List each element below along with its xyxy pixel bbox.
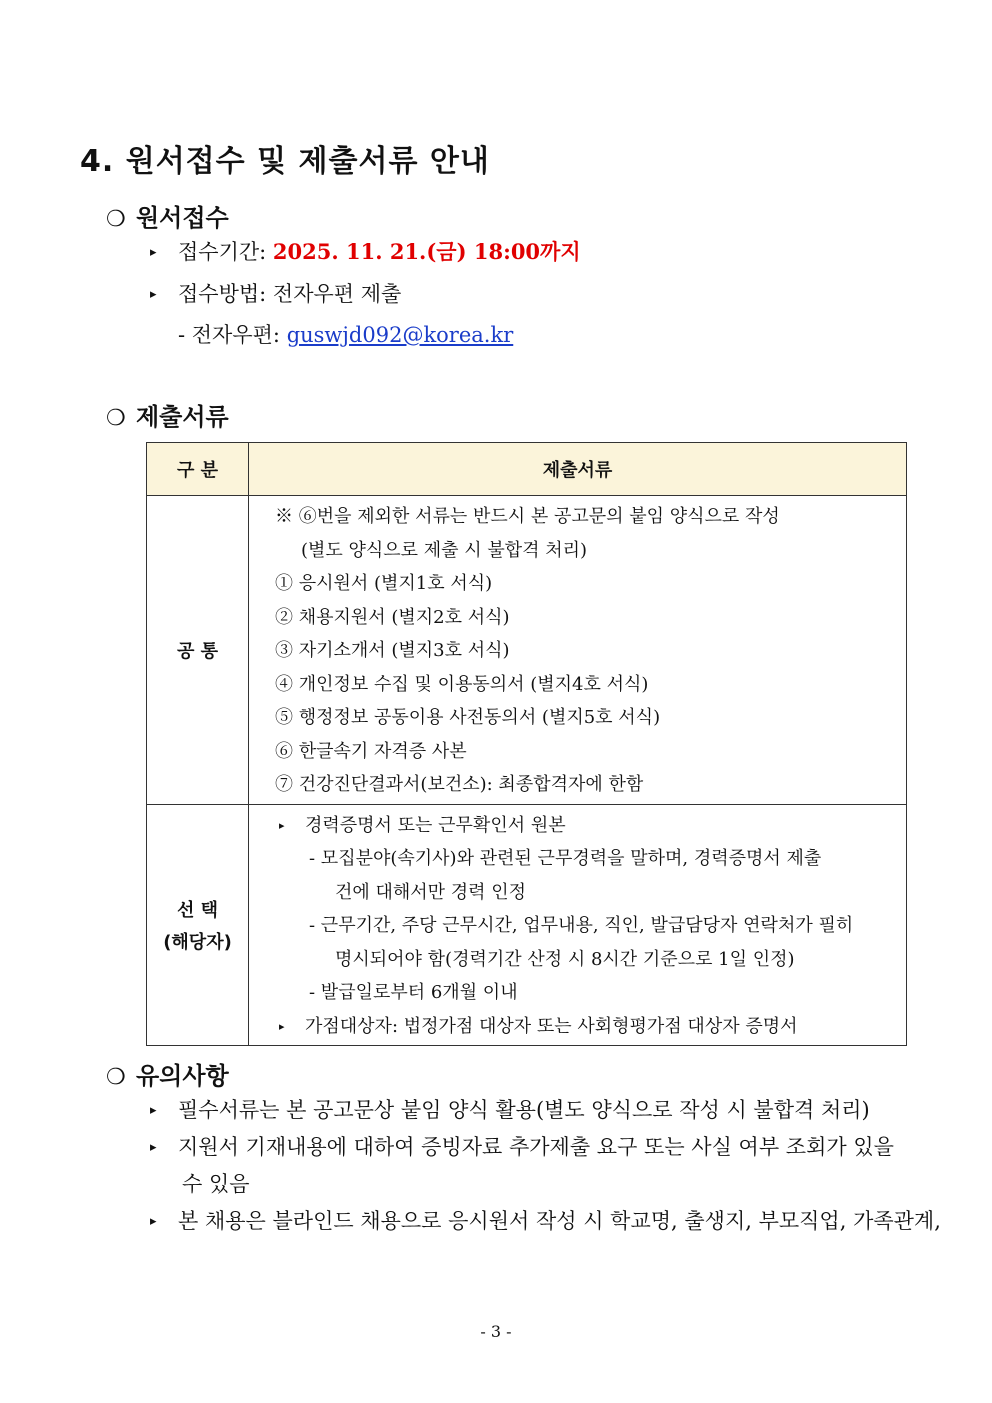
notes-item-2-cont: 수 있음 [182, 1172, 250, 1196]
optional-sub3: - 발급일로부터 6개월 이내 [309, 982, 518, 1003]
section-bullet-icon: ❍ [106, 207, 126, 232]
section-documents-title: 제출서류 [136, 403, 229, 431]
notes-item-2: ▸ 지원서 기재내용에 대하여 증빙자료 추가제출 요구 또는 사실 여부 조회가 있을 [150, 1135, 894, 1159]
list-item: ⑥ 한글속기 자격증 사본 [275, 740, 467, 762]
triangle-bullet-icon: ▸ [150, 287, 157, 302]
list-item: ④ 개인정보 수집 및 이용동의서 (별지4호 서식) [275, 673, 649, 695]
optional-label-line1: 선 택 [176, 899, 219, 921]
documents-table [146, 442, 907, 1046]
email-label: - 전자우편: [178, 323, 280, 347]
page-number: - 3 - [480, 1322, 512, 1341]
receipt-method [150, 278, 401, 308]
common-note-line2: (별도 양식으로 제출 시 불합격 처리) [301, 539, 588, 561]
triangle-bullet-icon: ▸ [150, 245, 157, 260]
header-documents: 제출서류 [249, 443, 907, 496]
list-item: ③ 자기소개서 (별지3호 서식) [275, 640, 510, 661]
optional-sub1-line1: - 모집분야(속기사)와 관련된 근무경력을 말하며, 경력증명서 제출 [309, 848, 822, 869]
header-category: 구 분 [147, 443, 249, 496]
section-bullet-icon: ❍ [106, 406, 126, 431]
triangle-bullet-icon: ▸ [279, 1019, 285, 1033]
optional-documents [249, 804, 907, 1046]
list-item: ⑤ 행정정보 공동이용 사전동의서 (별지5호 서식) [275, 707, 661, 728]
triangle-bullet-icon: ▸ [150, 1140, 157, 1155]
page-title: 4. 원서접수 및 제출서류 안내 [80, 144, 490, 179]
optional-label-line2: (해당자) [163, 931, 232, 953]
common-note-line1: ※ ⑥번을 제외한 서류는 반드시 본 공고문의 붙임 양식으로 작성 [275, 506, 780, 527]
section-receipt-heading [106, 198, 229, 233]
optional-label [147, 804, 249, 1046]
table-header-row [147, 443, 907, 496]
list-item: ② 채용지원서 (별지2호 서식) [275, 606, 510, 628]
triangle-bullet-icon: ▸ [150, 1214, 157, 1229]
triangle-bullet-icon: ▸ [279, 818, 285, 832]
triangle-bullet-icon: ▸ [150, 1103, 157, 1118]
common-documents [249, 496, 907, 805]
section-documents-heading [106, 397, 229, 432]
receipt-period [150, 236, 581, 266]
list-item: ⑦ 건강진단결과서(보건소): 최종합격자에 한함 [275, 774, 644, 795]
period-label: 접수기간: [178, 240, 267, 264]
method-value: 전자우편 제출 [272, 282, 402, 306]
period-value: 2025. 11. 21.(금) 18:00까지 [272, 239, 581, 264]
section-receipt-title: 원서접수 [136, 204, 229, 232]
optional-item-1: ▸ 경력증명서 또는 근무확인서 원본 [279, 809, 898, 843]
optional-sub2-line1: - 근무기간, 주당 근무시간, 업무내용, 직인, 발급담당자 연락처가 필히 [309, 915, 854, 936]
table-row-common [147, 496, 907, 805]
optional-sub2-line2: 명시되어야 함(경력기간 산정 시 8시간 기준으로 1일 인정) [335, 948, 795, 970]
optional-sub1-line2: 건에 대해서만 경력 인정 [335, 881, 527, 903]
email-link[interactable]: guswjd092@korea.kr [286, 323, 514, 347]
list-item: ① 응시원서 (별지1호 서식) [275, 573, 493, 594]
section-bullet-icon: ❍ [106, 1065, 126, 1090]
common-label: 공 통 [147, 496, 249, 805]
optional-item-2: ▸ 가점대상자: 법정가점 대상자 또는 사회형평가점 대상자 증명서 [279, 1010, 898, 1044]
notes-item-3: ▸ 본 채용은 블라인드 채용으로 응시원서 작성 시 학교명, 출생지, 부모직업, 가족관계, [150, 1209, 941, 1233]
method-label: 접수방법: [178, 282, 267, 306]
section-notes-title: 유의사항 [136, 1062, 229, 1090]
section-notes-heading [106, 1056, 229, 1091]
receipt-email [178, 319, 513, 349]
table-row-optional [147, 804, 907, 1046]
notes-item-1: ▸ 필수서류는 본 공고문상 붙임 양식 활용(별도 양식으로 작성 시 불합격 처리) [150, 1098, 870, 1122]
